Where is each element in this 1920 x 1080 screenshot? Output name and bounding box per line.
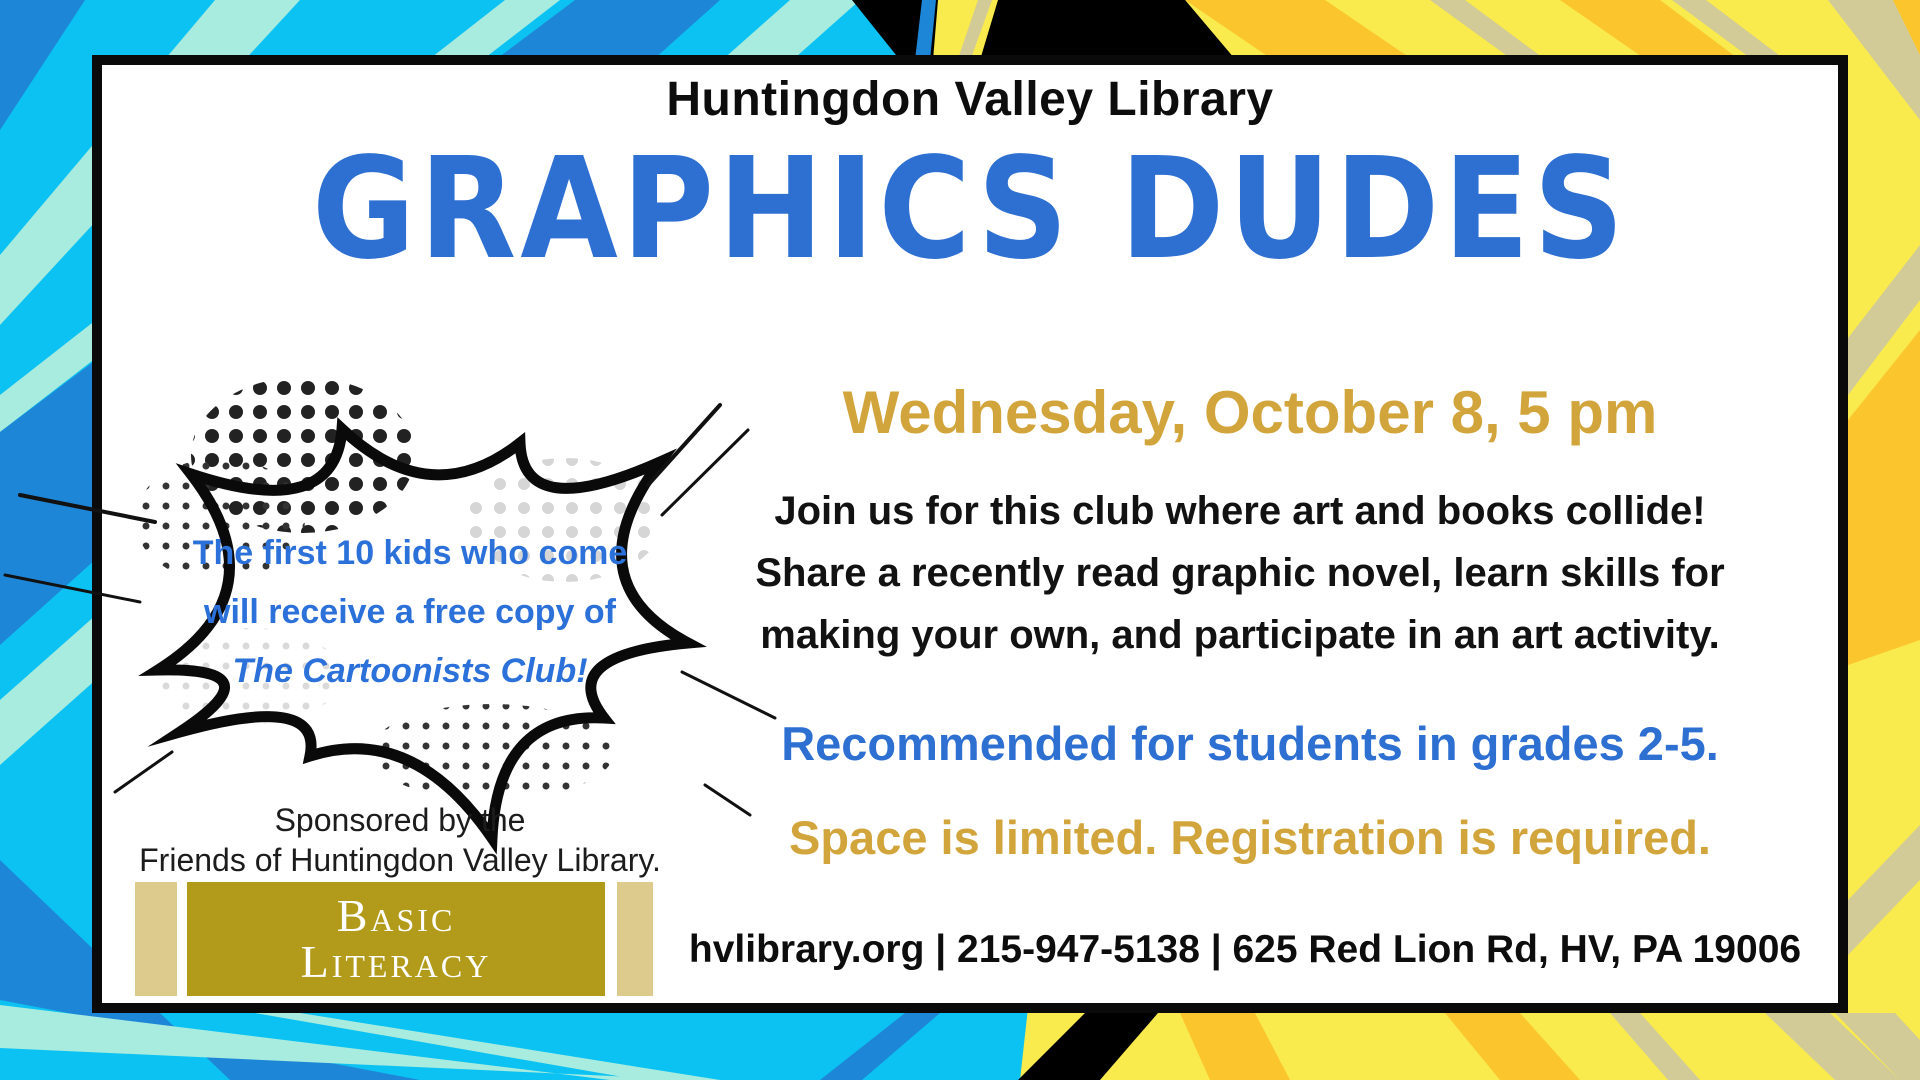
badge-left-tab: [135, 882, 177, 996]
bubble-line-2: will receive a free copy of: [204, 593, 616, 631]
registration-note: Space is limited. Registration is required.: [789, 811, 1711, 864]
library-name: Huntingdon Valley Library: [666, 73, 1274, 126]
description-line-2: Share a recently read graphic novel, learn skills for: [755, 551, 1725, 595]
badge-word-literacy: Literacy: [300, 936, 492, 987]
event-datetime: Wednesday, October 8, 5 pm: [842, 379, 1658, 446]
description-line-3: making your own, and participate in an art activity.: [760, 613, 1720, 657]
sponsor-text: [110, 800, 690, 880]
contact-info: hvlibrary.org | 215-947-5138 | 625 Red Lion Rd, HV, PA 19006: [688, 928, 1802, 971]
badge-word-basic: Basic: [336, 890, 456, 941]
bubble-book-title: The Cartoonists Club!: [232, 652, 588, 690]
sponsor-line-1: Sponsored by the: [274, 802, 526, 838]
bubble-offer-text: [160, 524, 660, 701]
badge-core: [187, 882, 605, 996]
basic-literacy-badge: [135, 882, 653, 996]
sponsor-line-2: Friends of Huntingdon Valley Library.: [139, 842, 661, 878]
badge-right-tab: [617, 882, 653, 996]
event-title: GRAPHICS DUDES: [311, 128, 1629, 291]
event-description: [640, 480, 1840, 666]
description-line-1: Join us for this club where art and books collide!: [774, 489, 1706, 533]
bubble-line-1: The first 10 kids who come: [192, 534, 628, 572]
grades-note: Recommended for students in grades 2-5.: [781, 717, 1719, 770]
